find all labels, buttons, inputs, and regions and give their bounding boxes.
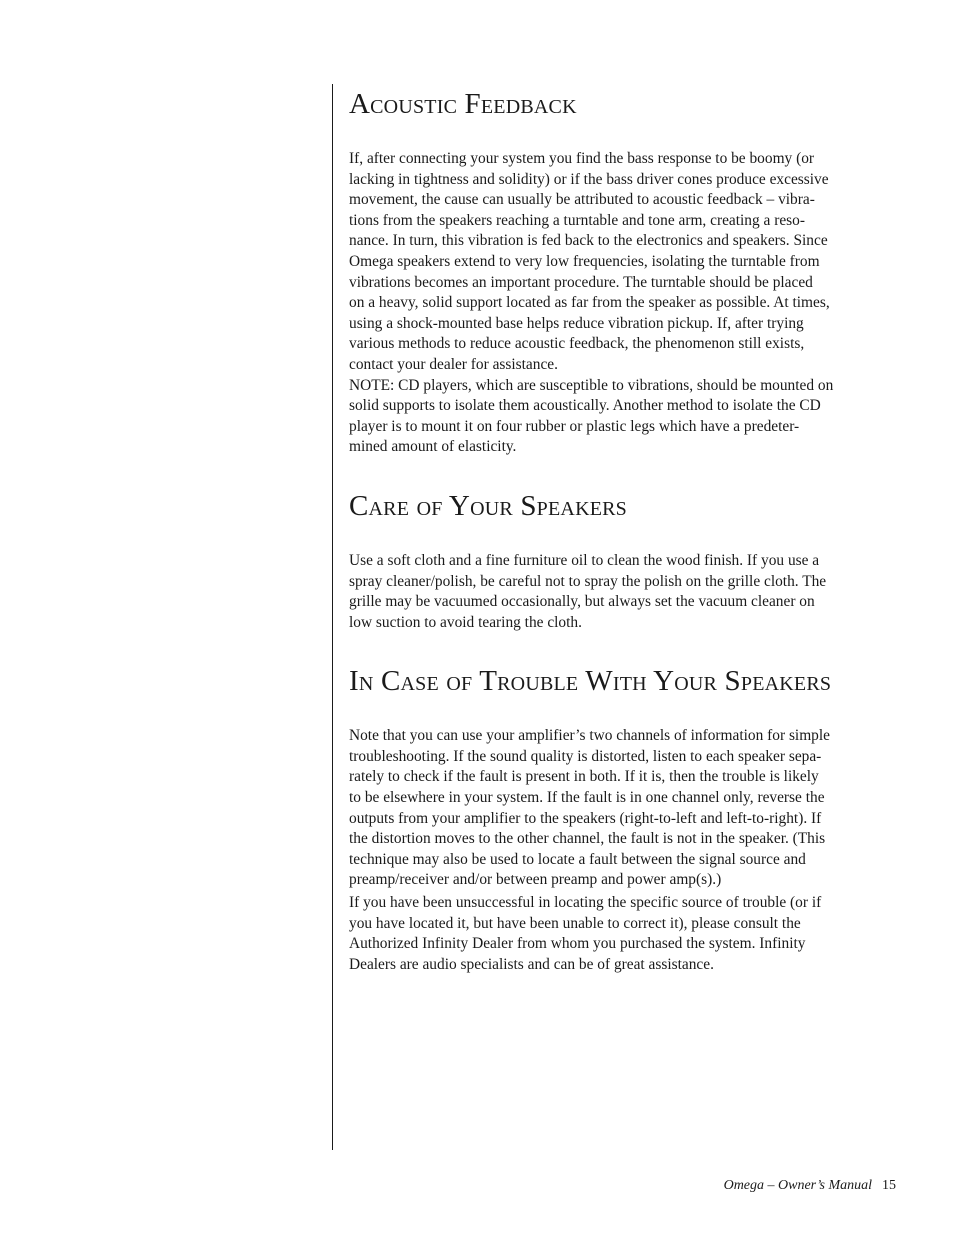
text-line: outputs from your amplifier to the speakers (right-to-left and left-to-right). If <box>349 809 822 827</box>
text-line: spray cleaner/polish, be careful not to spray the polish on the grille cloth. The <box>349 572 827 590</box>
section-0 <box>349 84 899 458</box>
text-line: contact your dealer for assistance. <box>349 355 558 373</box>
text-line: Omega speakers extend to very low frequencies, isolating the turntable from <box>349 252 820 270</box>
text-line: Dealers are audio specialists and can be of great assistance. <box>349 955 714 973</box>
text-line: Authorized Infinity Dealer from whom you purchased the system. Infinity <box>349 935 806 953</box>
text-line: rately to check if the fault is present in both. If it is, then the trouble is likely <box>349 768 819 786</box>
body-paragraph <box>349 893 899 975</box>
text-line: mined amount of elasticity. <box>349 438 517 456</box>
text-line: lacking in tightness and solidity) or if the bass driver cones produce excessive <box>349 170 829 188</box>
section-2 <box>349 633 899 975</box>
text-line: using a shock-mounted base helps reduce vibration pickup. If, after trying <box>349 314 804 332</box>
text-line: Use a soft cloth and a fine furniture oil to clean the wood finish. If you use a <box>349 551 820 569</box>
page-number: 15 <box>882 1178 896 1193</box>
margin-rule <box>332 84 333 1150</box>
page-footer <box>724 1176 896 1196</box>
text-line: you have located it, but have been unable to correct it), please consult the <box>349 914 801 932</box>
text-line: troubleshooting. If the sound quality is distorted, listen to each speaker sepa- <box>349 747 822 765</box>
body-paragraph <box>349 551 899 633</box>
footer-manual-title: Omega – Owner’s Manual <box>723 1178 872 1193</box>
text-line: movement, the cause can usually be attributed to acoustic feedback – vibra- <box>349 191 815 209</box>
body-paragraph <box>349 149 899 458</box>
text-line: grille may be vacuumed occasionally, but always set the vacuum cleaner on <box>349 593 815 611</box>
text-line: nance. In turn, this vibration is fed back to the electronics and speakers. Since <box>349 232 828 250</box>
section-heading: Acoustic Feedback <box>349 88 577 120</box>
section-heading: In Case of Trouble With Your Speakers <box>349 665 832 698</box>
text-line: various methods to reduce acoustic feedback, the phenomenon still exists, <box>349 335 805 353</box>
text-line: tions from the speakers reaching a turntable and tone arm, creating a reso- <box>349 211 805 229</box>
text-line: on a heavy, solid support located as far from the speaker as possible. At times, <box>349 294 830 312</box>
text-line: low suction to avoid tearing the cloth. <box>349 613 582 631</box>
page-content <box>349 84 899 975</box>
section-spacer <box>349 633 899 661</box>
text-line: NOTE: CD players, which are susceptible to vibrations, should be mounted on <box>349 376 834 394</box>
text-line: player is to mount it on four rubber or plastic legs which have a predeter- <box>349 417 800 435</box>
text-line: If you have been unsuccessful in locating the specific source of trouble (or if <box>349 894 822 912</box>
section-heading: Care of Your Speakers <box>349 489 627 522</box>
text-line: vibrations becomes an important procedure. The turntable should be placed <box>349 273 813 291</box>
body-paragraph <box>349 726 899 891</box>
text-line: to be elsewhere in your system. If the fault is in one channel only, reverse the <box>349 789 825 807</box>
text-line: preamp/receiver and/or between preamp and power amp(s).) <box>349 871 722 889</box>
text-line: the distortion moves to the other channel, the fault is not in the speaker. (This <box>349 830 826 848</box>
text-line: solid supports to isolate them acoustically. Another method to isolate the CD <box>349 397 821 415</box>
heading-spacer <box>349 701 899 726</box>
text-line: technique may also be used to locate a fault between the signal source and <box>349 850 806 868</box>
heading-spacer <box>349 124 899 149</box>
section-spacer <box>349 458 899 486</box>
text-line: If, after connecting your system you find the bass response to be boomy (or <box>349 150 815 167</box>
section-1 <box>349 458 899 633</box>
text-line: Note that you can use your amplifier’s two channels of information for simple <box>349 727 830 745</box>
heading-spacer <box>349 526 899 551</box>
